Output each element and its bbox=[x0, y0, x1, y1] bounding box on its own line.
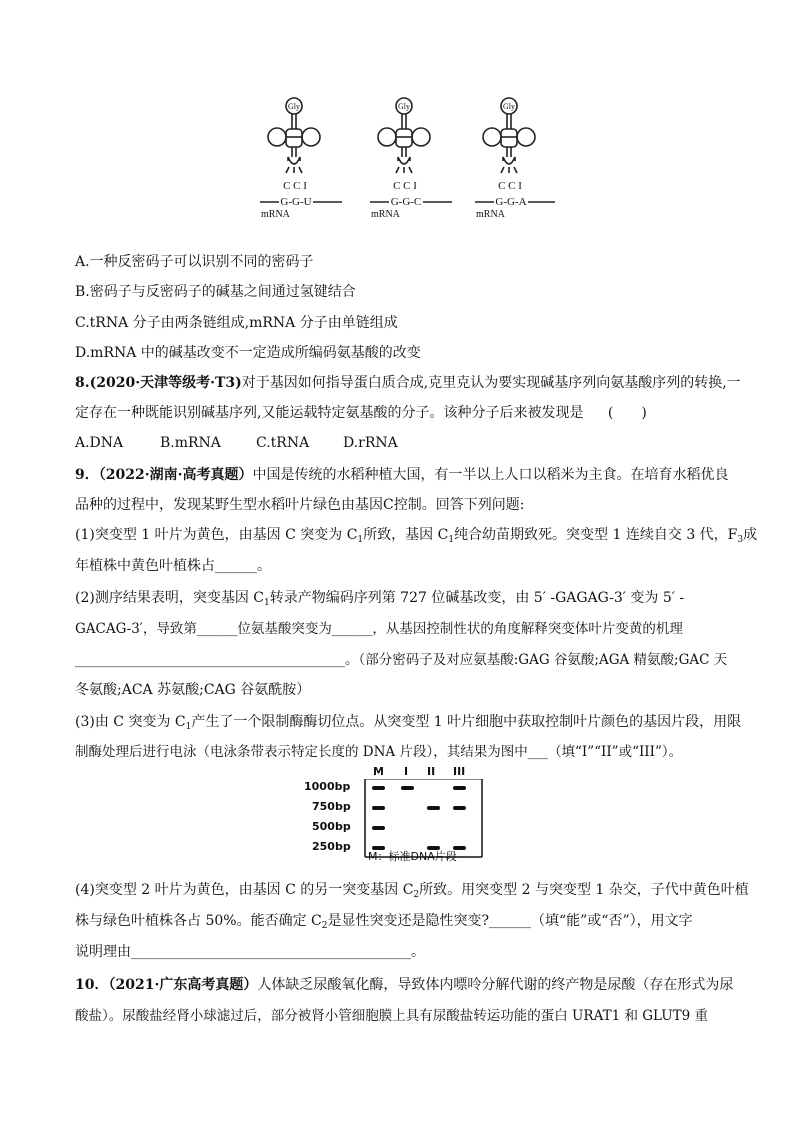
trna-2-mrna: mRNA bbox=[371, 209, 400, 220]
q8-number: 8. bbox=[75, 375, 90, 391]
q9-text-1: 中国是传统的水稻种植大国，有一半以上人口以稻米为主食。在培育水稻优良 bbox=[252, 467, 729, 483]
gel-box bbox=[364, 779, 484, 859]
q9-p3-sub: 1 bbox=[185, 722, 192, 732]
q8-line-2 bbox=[75, 403, 647, 423]
q8-text-1: 对于基因如何指导蛋白质合成,克里克认为要实现碱基序列向氨基酸序列的转换,一 bbox=[241, 375, 741, 391]
trna-3-aa: Gly bbox=[503, 102, 515, 111]
band-iii-750 bbox=[453, 806, 466, 810]
q9-p1-text-a: (1)突变型 1 叶片为黄色，由基因 C 突变为 C bbox=[75, 527, 358, 543]
q7-option-d: D.mRNA 中的碱基改变不一定造成所编码氨基酸的改变 bbox=[75, 345, 421, 361]
q9-p3-line-2: 制酶处理后进行电泳（电泳条带表示特定长度的 DNA 片段），其结果为图中___（填“I”“II”或“III”）。 bbox=[75, 744, 683, 760]
q10-text-2: 酸盐）。尿酸盐经肾小球滤过后，部分被肾小管细胞膜上具有尿酸盐转运功能的蛋白 URAT1 和 GLUT9 重 bbox=[75, 1008, 709, 1024]
q10-source: （2021·广东高考真题） bbox=[108, 977, 258, 993]
q7-option-a: A.一种反密码子可以识别不同的密码子 bbox=[75, 254, 314, 270]
band-iii-1000 bbox=[453, 786, 466, 790]
trna-1-mrna: mRNA bbox=[261, 209, 290, 220]
q9-p1-sub-2: 1 bbox=[448, 535, 455, 545]
q9-p4-line-2 bbox=[75, 911, 693, 936]
q9-text-2: 品种的过程中，发现某野生型水稻叶片绿色由基因C控制。回答下列问题: bbox=[75, 497, 525, 513]
q8-option-d: D.rRNA bbox=[343, 435, 398, 451]
gel-caption: M：标准DNA片段 bbox=[368, 850, 457, 863]
q9-p1-text-b: 所致，基因 C bbox=[363, 527, 449, 543]
gel-lane-1-label: I bbox=[404, 765, 409, 778]
trna-3-codon: G-G-A bbox=[495, 196, 527, 208]
band-m-500 bbox=[372, 826, 385, 830]
q9-p4-text-a: (4)突变型 2 叶片为黄色，由基因 C 的另一突变基因 C bbox=[75, 882, 414, 898]
q9-p2-text-b: 转录产物编码序列第 727 位碱基改变，由 5′ -GAGAG-3′ 变为 5′ - bbox=[269, 590, 685, 606]
q8-option-c: C.tRNA bbox=[256, 435, 310, 451]
trna-2-codon: G-G-C bbox=[390, 196, 422, 208]
q9-p4-sub: 2 bbox=[413, 890, 420, 900]
q9-p1-sub-3: 3 bbox=[737, 535, 744, 545]
trna-3-mrna: mRNA bbox=[476, 209, 505, 220]
q9-p2-sub: 1 bbox=[264, 598, 270, 608]
q9-p4-text-d: 是显性突变还是隐性突变?______（填“能”或“否”），用文字 bbox=[327, 913, 693, 929]
band-i-1000 bbox=[401, 786, 414, 790]
gel-size-750: 750bp bbox=[312, 800, 351, 813]
q7-option-b: B.密码子与反密码子的碱基之间通过氢键结合 bbox=[75, 284, 356, 300]
q9-part-2 bbox=[75, 588, 684, 613]
q9-part-1 bbox=[75, 525, 757, 550]
q8-options bbox=[75, 433, 398, 453]
q9-line-1 bbox=[75, 465, 728, 485]
gel-size-500: 500bp bbox=[312, 820, 351, 833]
q9-part-3 bbox=[75, 712, 741, 737]
q8-option-b: B.mRNA bbox=[160, 435, 221, 451]
trna-1-codon: G-G-U bbox=[280, 196, 312, 208]
q9-p2-line-4: 冬氨酸;ACA 苏氨酸;CAG 谷氨酰胺） bbox=[75, 682, 311, 698]
q9-p4-text-b: 所致。用突变型 2 与突变型 1 杂交，子代中黄色叶植 bbox=[419, 882, 749, 898]
band-m-1000 bbox=[372, 786, 385, 790]
q9-p1-text-d: 成 bbox=[743, 527, 758, 543]
band-m-750 bbox=[372, 806, 385, 810]
q8-text-2: 定存在一种既能识别碱基序列,又能运载特定氨基酸的分子。该种分子后来被发现是 bbox=[75, 405, 584, 421]
q8-line-1 bbox=[75, 373, 741, 393]
gel-lane-m-label: M bbox=[373, 765, 384, 778]
q9-number: 9． bbox=[75, 467, 99, 483]
q9-p2-line-3: ________________________________________。（部分密码子及对应氨基酸:GAG 谷氨酸;AGA 精氨酸;GAC 天 bbox=[75, 652, 728, 668]
q9-p3-text-a: (3)由 C 突变为 C bbox=[75, 714, 186, 730]
gel-size-250: 250bp bbox=[312, 840, 351, 853]
q10-text-1: 人体缺乏尿酸氧化酶，导致体内嘌呤分解代谢的终产物是尿酸（存在形式为尿 bbox=[257, 977, 734, 993]
q10-number: 10． bbox=[75, 977, 109, 993]
q7-option-c: C.tRNA 分子由两条链组成,mRNA 分子由单链组成 bbox=[75, 315, 398, 331]
q9-p4-text-c: 株与绿色叶植株各占 50%。能否确定 C bbox=[75, 913, 322, 929]
q9-p4-line-3: 说明理由________________________________________。 bbox=[75, 944, 425, 960]
q9-part-4 bbox=[75, 880, 749, 905]
q10-line-1 bbox=[75, 975, 733, 995]
q9-p2-text-a: (2)测序结果表明，突变基因 C bbox=[75, 590, 264, 606]
q9-p4-sub-2: 2 bbox=[321, 921, 328, 931]
q9-p1-sub-1: 1 bbox=[357, 535, 364, 545]
q9-source: （2022·湖南·高考真题） bbox=[98, 467, 253, 483]
q9-p1-blank-line: 年植株中黄色叶植株占______。 bbox=[75, 558, 271, 574]
trna-1-anticodon: C C I bbox=[283, 180, 307, 192]
q9-p2-line-2: GACAG-3′，导致第______位氨基酸突变为______，从基因控制性状的角度解释突变体叶片变黄的机理 bbox=[75, 621, 683, 637]
trna-diagram bbox=[255, 95, 555, 220]
trna-2-aa: Gly bbox=[398, 102, 410, 111]
trna-1-aa: Gly bbox=[288, 102, 300, 111]
q8-source: (2020·天津等级考·T3) bbox=[89, 375, 242, 391]
trna-3-anticodon: C C I bbox=[498, 180, 522, 192]
gel-size-1000: 1000bp bbox=[304, 780, 351, 793]
trna-figure bbox=[255, 95, 555, 220]
trna-2-anticodon: C C I bbox=[393, 180, 417, 192]
q8-answer-paren: ( ) bbox=[607, 405, 647, 421]
gel-lane-3-label: III bbox=[453, 765, 466, 778]
q8-option-a: A.DNA bbox=[75, 435, 124, 451]
q9-p3-text-b: 产生了一个限制酶酶切位点。从突变型 1 叶片细胞中获取控制叶片颜色的基因片段，用限 bbox=[191, 714, 742, 730]
band-ii-750 bbox=[427, 806, 440, 810]
q9-p1-text-c: 纯合幼苗期致死。突变型 1 连续自交 3 代，F bbox=[454, 527, 738, 543]
gel-lane-2-label: II bbox=[427, 765, 436, 778]
gel-figure bbox=[300, 765, 500, 865]
